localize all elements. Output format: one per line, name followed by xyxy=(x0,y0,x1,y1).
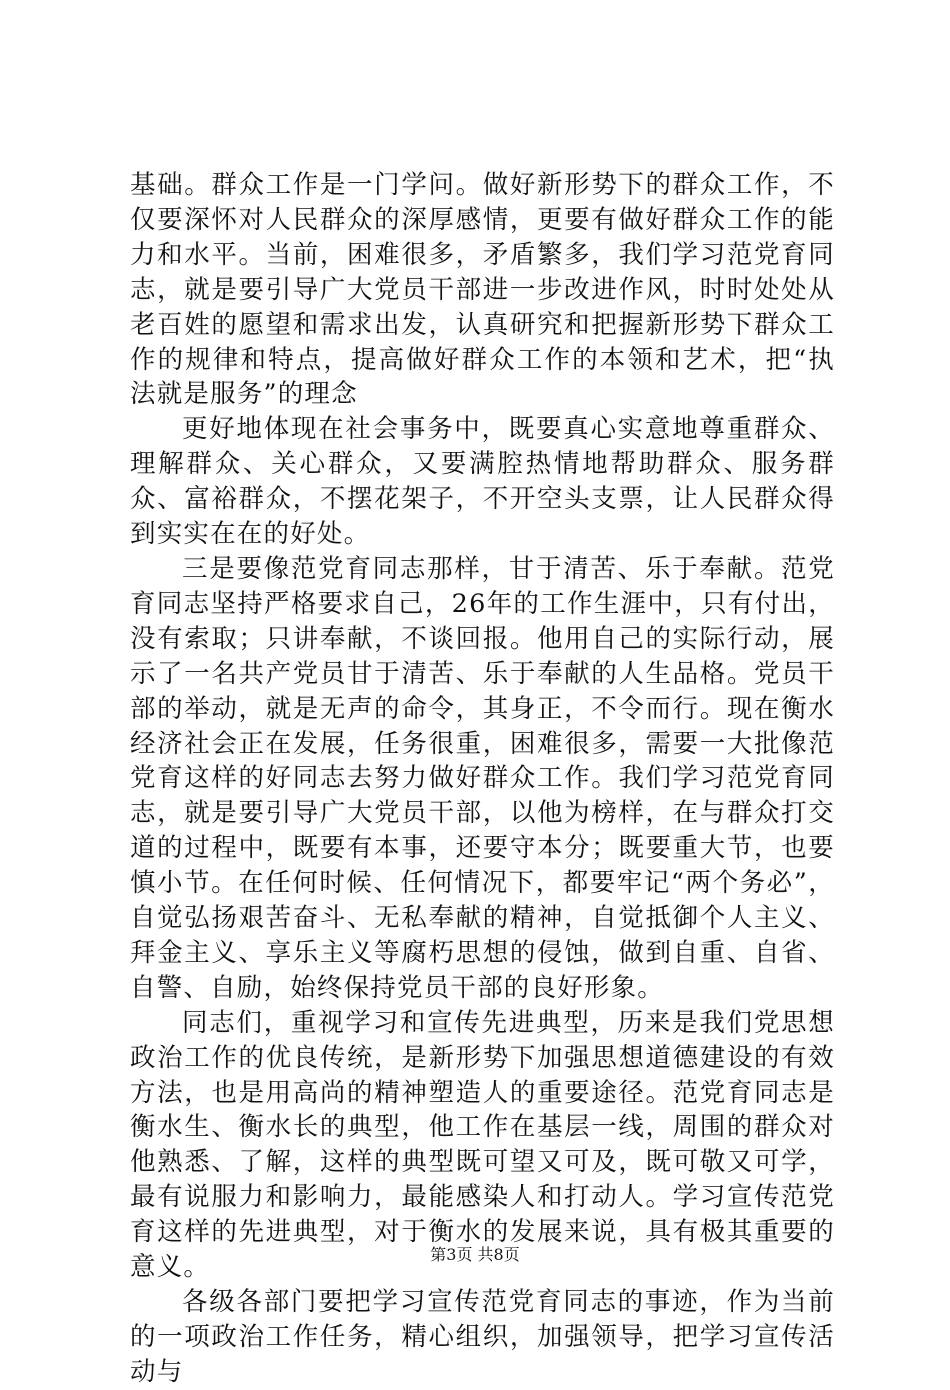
paragraph-1: 基础。群众工作是一门学问。做好新形势下的群众工作，不仅要深怀对人民群众的深厚感情，更要有做好群众工作的能力和水平。当前，困难很多，矛盾繁多，我们学习范党育同志，就是要引导广大党员干部进一步改进作风，时时处处从老百姓的愿望和需求出发，认真研究和把握新形势下群众工作的规律和特点，提高做好群众工作的本领和艺术，把“执法就是服务”的理念 xyxy=(130,170,835,410)
page-number-footer: 第3页 共8页 xyxy=(430,1245,520,1264)
paragraph-2: 更好地体现在社会事务中，既要真心实意地尊重群众、理解群众、关心群众，又要满腔热情地帮助群众、服务群众、富裕群众，不摆花架子，不开空头支票，让人民群众得到实实在在的好处。 xyxy=(130,414,835,550)
document-body xyxy=(130,168,835,1390)
paragraph-5: 各级各部门要把学习宣传范党育同志的事迹，作为当前的一项政治工作任务，精心组织，加强领导，把学习宣传活动与 xyxy=(130,1287,835,1387)
paragraph-4: 同志们，重视学习和宣传先进典型，历来是我们党思想政治工作的优良传统，是新形势下加强思想道德建设的有效方法，也是用高尚的精神塑造人的重要途径。范党育同志是衡水生、衡水长的典型，他工作在基层一线，周围的群众对他熟悉、了解，这样的典型既可望又可及，既可敬又可学，最有说服力和影响力，最能感染人和打动人。学习宣传范党育这样的先进典型，对于衡水的发展来说，具有极其重要的意义。 xyxy=(130,1007,835,1283)
paragraph-3: 三是要像范党育同志那样，甘于清苦、乐于奉献。范党育同志坚持严格要求自己，26年的工作生涯中，只有付出，没有索取；只讲奉献，不谈回报。他用自己的实际行动，展示了一名共产党员甘于清苦、乐于奉献的人生品格。党员干部的举动，就是无声的命令，其身正，不令而行。现在衡水经济社会正在发展，任务很重，困难很多，需要一大批像范党育这样的好同志去努力做好群众工作。我们学习范党育同志，就是要引导广大党员干部，以他为榜样，在与群众打交道的过程中，既要有本事，还要守本分；既要重大节，也要慎小节。在任何时候、任何情况下，都要牢记“两个务必”，自觉弘扬艰苦奋斗、无私奉献的精神，自觉抵御个人主义、拜金主义、享乐主义等腐朽思想的侵蚀，做到自重、自省、自警、自励，始终保持党员干部的良好形象。 xyxy=(130,553,835,1003)
